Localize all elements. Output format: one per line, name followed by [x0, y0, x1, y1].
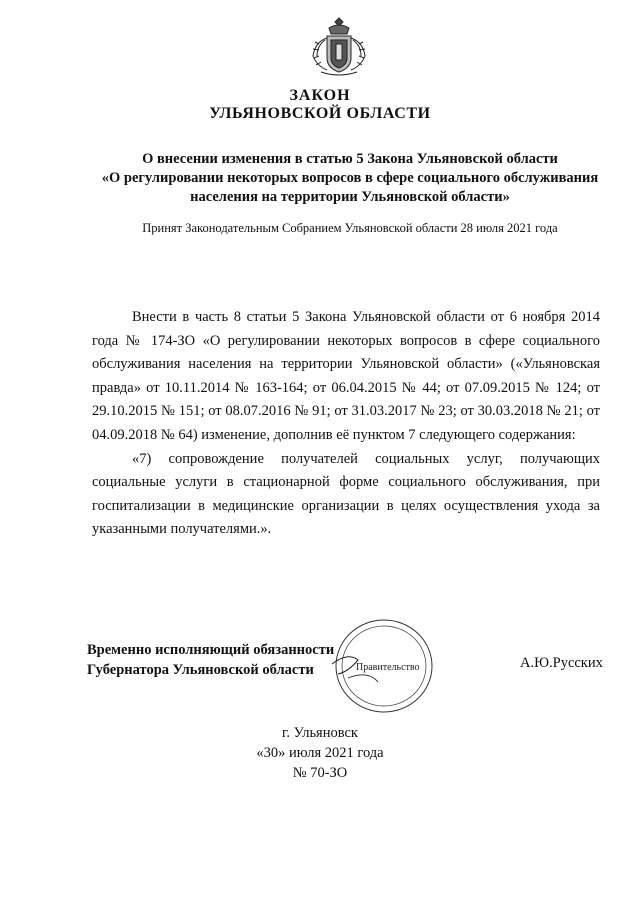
law-title-line: О внесении изменения в статью 5 Закона Ульяновской области	[142, 151, 558, 167]
body-paragraph: «7) сопровождение получателей социальных услуг, получающих социальные услуги в стационарной форме социального обслуживания, при госпитализации в медицинские организации в целях осуществления ухода за указанными получателями.».	[92, 450, 600, 538]
law-title-line: населения на территории Ульяновской области»	[190, 189, 510, 205]
coat-of-arms-icon	[307, 14, 371, 80]
law-title-line: «О регулировании некоторых вопросов в сфере социального обслуживания	[101, 170, 599, 186]
law-number: № 70-ЗО	[292, 765, 348, 781]
document-type: ЗАКОН	[289, 87, 351, 104]
signing-place: г. Ульяновск	[282, 725, 358, 741]
signatory-position	[87, 640, 334, 680]
signatory-name: А.Ю.Русских	[520, 655, 603, 671]
seal-text: Правительство	[356, 662, 420, 673]
official-seal-icon	[318, 612, 438, 722]
body-paragraph: Внести в часть 8 статьи 5 Закона Ульяновской области от 6 ноября 2014 года № 174-ЗО «О регулировании некоторых вопросов в сфере социального обслуживания населения на территории Ульяновской области» («Ульяновская правда» от 10.11.2014 № 163-164; от 06.04.2015 № 44; от 07.09.2015 № 124; от 29.10.2015 № 151; от 08.07.2016 № 91; от 31.03.2017 № 23; от 30.03.2018 № 21; от 04.09.2018 № 64) изменение, дополнив её пунктом 7 следующего содержания:	[92, 309, 600, 443]
law-body	[92, 306, 600, 542]
law-title	[80, 150, 620, 207]
signing-date: «30» июля 2021 года	[256, 745, 384, 761]
adoption-note: Принят Законодательным Собранием Ульяновской области 28 июля 2021 года	[142, 221, 558, 235]
signatory-position-line: Губернатора Ульяновской области	[87, 662, 314, 678]
signatory-position-line: Временно исполняющий обязанности	[87, 642, 335, 658]
document-region: УЛЬЯНОВСКОЙ ОБЛАСТИ	[209, 105, 431, 122]
